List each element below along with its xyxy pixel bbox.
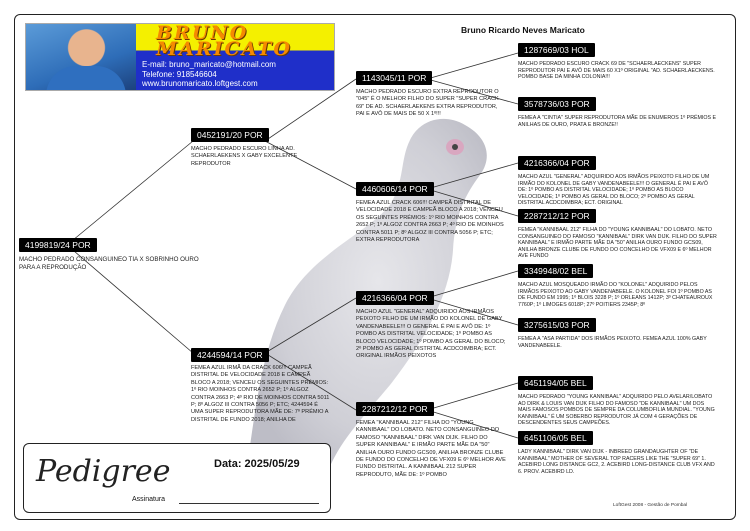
owner-name: Bruno Ricardo Neves Maricato [461,25,585,35]
dam-dam-desc: FEMEA "KANNIBAAL 212" FILHA DO "YOUNG KANNIBAAL" DO LOBATO. NETO CONSANGUINEO DO FAMOSO "KANNIBAAL" DIRK VAN DIJK. FILHO DO SUPER KANNIBAAL" E IRMÃO PARTE MÃE DA "50" ANILHA OURO FUNDO GCS09, ANILHA BRONZE CLUBE DE FUNDO DO CONCELHO DE VFX09 E 6º MELHOR AVE FUNDO DISTRITAL. A KANNIBAAL 212 SUPER REPRODUTO, MÃE DE: 1º POMBO [356,420,506,478]
pedigree-logo: Pedigree [36,454,171,489]
dam-dam-ring: 2287212/12 POR [356,402,434,416]
g3-desc-1: MACHO PEDRADO ESCURO CRACK 69 DE "SCHAERLAECKENS" SUPER REPRODUTOR PAI E AVÔ DE MAIS 60 X1º ORIGINAL "AD. SCHAERLAECKENS. POMBO BASE DA MINHA COLONIA!!! [518,61,715,80]
g3-ring-6: 3275615/03 POR [518,318,596,332]
g3-ring-8: 6451106/05 BEL [518,431,593,445]
g3-ring-7: 6451194/05 BEL [518,376,593,390]
sire-dam-ring: 4460606/14 POR [356,182,434,196]
contact-info [142,60,276,89]
sire-sire-desc: MACHO PEDRADO ESCURO EXTRA REPRODUTOR O "045" É O MELHOR FILHO DO SUPER "SUPER CRACK 69" DE AD. SCHAERLAEKENS EXTRA REPRODUTOR, PAI E AVÔ DE MAIS DE 50 X 1º!!! [356,89,499,118]
g3-ring-2: 3578736/03 POR [518,97,596,111]
contact-email: E-mail: bruno_maricato@hotmail.com [142,60,276,69]
g3-desc-8: LADY KANNIBAAL" DIRK VAN DIJK - INBREED GRANDAUGHTER OF "DE KANNIBAAL" MOTHER OF SEVERAL TOP RACERS LIKE THE "SUPER 69" 1. ACEBIRD LONG DISTANCE GC2, 2. ACEBIRD LONG-DISTANCE CLUB VFX AND 6. PROV. ACEBIRD LD. [518,449,715,475]
brand-first-name: BRUNO [156,23,249,44]
brand-last-name: MARICATO [156,38,292,60]
contact-website: www.brunomaricato.loftgest.com [142,79,258,88]
dam-sire-desc: MACHO AZUL "GENERAL" ADQUIRIDO AOS IRMÃOS PEIXOTO FILHO DE UM IRMÃO DO KOLONEL DE GABY VANDENABEELE!!! O GENERAL É PAI E AVÔ DE: 1º POMBO AS DISTRITAL VELOCIDADE; 1º POMBO AS BLOCO VELOCIDADE; 1º POMBO AS GERAL DO BLOCO; 2º POMBO AS GERAL DISTRITAL ACDCOIMBRA; ECT. ORIGINAL IRMÃOS PEIXOTOS [356,309,506,360]
g3-desc-2: FEMEA A "CINTIA" SUPER REPRODUTORA MÃE DE ENUMEROS 1º PRÉMIOS E ANILHAS DE OURO, PRATA E BRONZE!! [518,115,717,128]
g3-desc-6: FEMEA A "ASA PARTIDA" DOS IRMÃOS PEIXOTO. FEMEA AZUL 100% GABY VANDENABEELE. [518,336,707,349]
breeder-banner [25,23,335,91]
signature-label: Assinatura [132,496,166,503]
g3-desc-7: MACHO PEDRADO "YOUNG KANNIBAAL" ADQUIRIDO PELO AVELAR/LOBATO AO DIRK & LOUIS VAN DIJK FILHO DO FAMOSO "DE KANNIBAAL" UM DOS MAIS FAMOSOS POMBOS DE SEMPRE DA COLUMBOFILIA MUNDIAL. "YOUNG KANNIBAAL" É UM SOBERBO REPRODUTOR JÁ COM 4 GERAÇÕES DE DESCENDENTES SEUS CAMPEÕES. [518,394,715,426]
footer-credit: LoftGest 2008 - Gestão de Pombal [613,503,688,508]
signature-line [179,503,319,504]
g3-desc-4: FEMEA "KANNIBAAL 212" FILHA DO "YOUNG KANNIBAAL" DO LOBATO. NETO CONSANGUINEO DO FAMOSO "KANNIBAAL" DIRK VAN DIJK. FILHO DO SUPER KANNIBAAL" E IRMÃO PARTE MÃE DA "50" ANILHA OURO FUNDO GCS09, ANILHA BRONZE CLUBE DE FUNDO DO CONCELHO DE VFX09 E 6º MELHOR AVE FUNDO [518,227,717,259]
sire-sire-ring: 1143045/11 POR [356,71,432,85]
g3-ring-3: 4216366/04 POR [518,156,596,170]
pedigree-sheet [14,14,736,520]
sire-dam-desc: FEMEA AZUL CRACK 606!!! CAMPEÃ DISTRITAL DE VELOCIDADE 2018 E CAMPEÃ BLOCO A 2018; VENCEU OS SEGUINTES PRÉMIOS: 1º RIO MOINHOS CONTRA 2652 P; 1º ALGOZ CONTRA 2663 P; 4º RIO DE MOINHOS CONTRA 5011 P; 8º ALGOZ III CONTRA 5056 P; ETC; EXTRA REPRODUTORA [356,200,504,244]
sire-desc: MACHO PEDRADO ESCURO LINHA AD. SCHAERLAEKENS X GABY EXCELENTE REPRODUTOR [191,146,298,167]
subject-ring: 4199819/24 POR [19,238,97,252]
dam-ring: 4244594/14 POR [191,348,269,362]
g3-ring-1: 1287669/03 HOL [518,43,595,57]
dam-sire-ring: 4216366/04 POR [356,291,434,305]
g3-desc-5: MACHO AZUL MOSQUEADO IRMÃO DO "KOLONEL" ADQUIRIDO PELOS IRMÃOS PEIXOTO AO GABY VANDENABEELE. O KOLONEL FOI 1º POMBO AS DE FUNDO EM 1995; 1º BLOIS 3228 P; 1º ORLEANS 1412P; 3º CHATEAUROUX 7760P; 1º LIMOGES 6018P; 27º POITIERS 2345P; 8º [518,282,713,308]
g3-ring-5: 3349948/02 BEL [518,264,593,278]
contact-phone: Telefone: 918546604 [142,69,217,79]
dam-desc: FEMEA AZUL IRMÃ DA CRACK 606!!! CAMPEÃ DISTRITAL DE VELOCIDADE 2018 E CAMPEÃ BLOCO A 2018; VENCEU OS SEGUINTES PRÉMIOS: 1º RIO MOINHOS CONTRA 2652 P; 1º ALGOZ CONTRA 2663 P; 4º RIO DE MOINHOS CONTRA 5011 P; 8º ALGOZ III CONTRA 5056 P; ETC; 4244594 É UMA SUPER REPRODUTORA MÃE DE: 7º PRÉMIO A DISTRITAL DE FUNDO 2018; ANILHA DE [191,365,330,423]
sire-ring: 0452191/20 POR [191,128,269,142]
pedigree-date: Data: 2025/05/29 [214,458,300,470]
g3-ring-4: 2287212/12 POR [518,209,596,223]
subject-desc: MACHO PEDRADO CONSANGUINEO TIA X SOBRINHO OURO PARA A REPRODUÇÃO [19,256,199,272]
g3-desc-3: MACHO AZUL "GENERAL" ADQUIRIDO AOS IRMÃOS PEIXOTO FILHO DE UM IRMÃO DO KOLONEL DE GABY VANDENABEELE!!! O GENERAL É PAI E AVÔ DE: 1º POMBO AS DISTRITAL VELOCIDADE; 1º POMBO AS BLOCO VELOCIDADE; 1º POMBO AS GERAL DO BLOCO; 2º POMBO AS GERAL DISTRITAL ACDCOIMBRA; ECT. ORIGINAL [518,174,710,206]
pedigree-box [23,443,331,513]
